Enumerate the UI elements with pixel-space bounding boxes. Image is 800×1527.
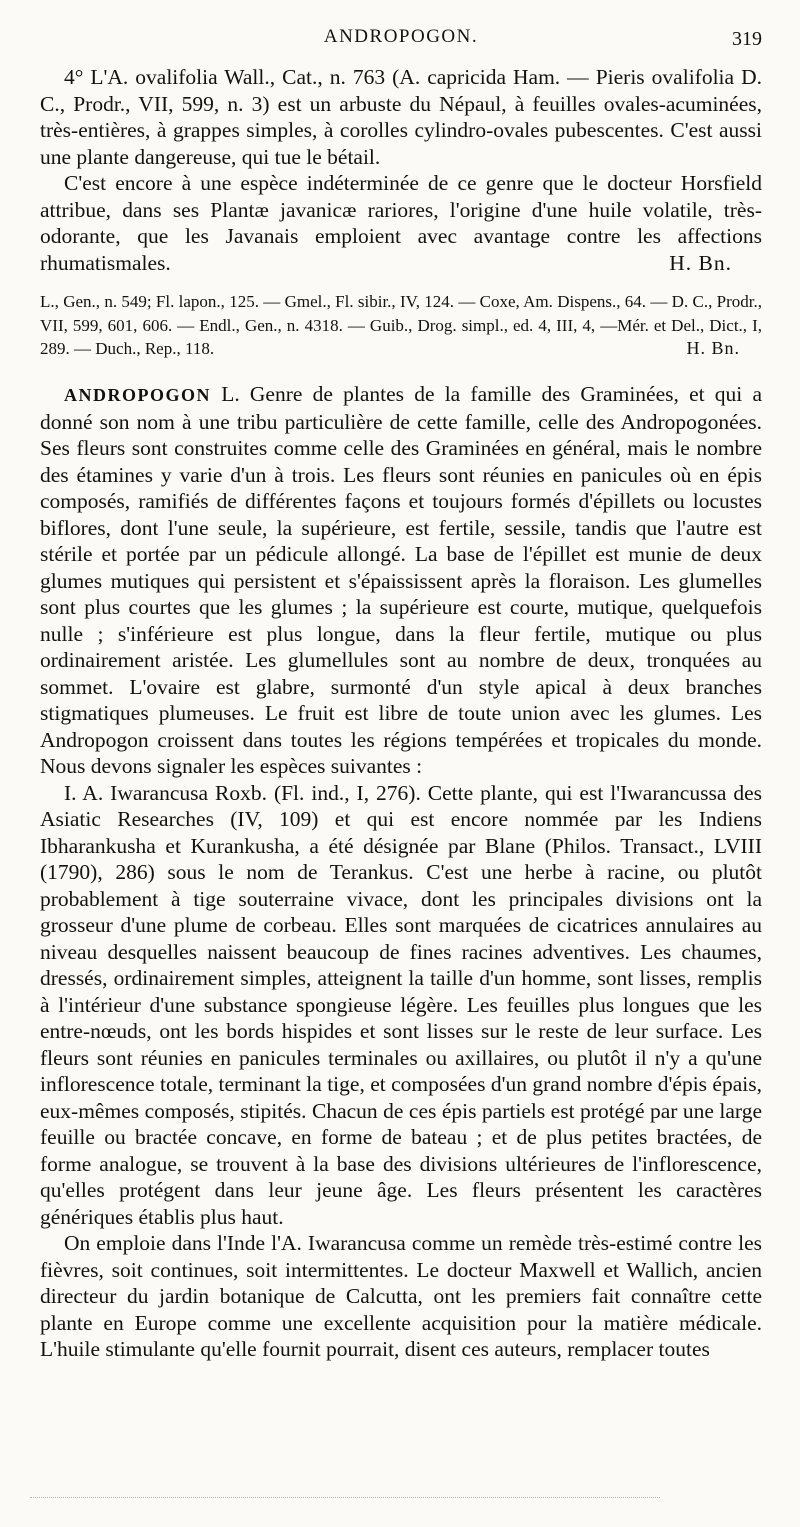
paragraph-iwarancusa: I. A. Iwarancusa Roxb. (Fl. ind., I, 276). Cette plante, qui est l'Iwarancussa des Asiatic Researches (IV, 109) et qui est encore nommée par les Indiens Ibharankusha et Kurankusha, a été désignée par Blane (Philos. Transact., LVIII (1790), 286) sous le nom de Terankus. C'est une herbe à racine, ou plutôt probablement à tige souterraine vivace, dont les principales divisions ont la grosseur d'une plume de corbeau. Elles sont marquées de cicatrices annulaires au niveau desquelles naissent beaucoup de fines racines adventives. Les chaumes, dressés, ordinairement simples, atteignent la taille d'un homme, sont lisses, remplis à l'intérieur d'une substance spongieuse légère. Les feuilles plus longues que les entre-nœuds, ont les bords hispides et sont lisses sur le reste de leur surface. Les fleurs sont réunies en panicules terminales ou axillaires, ou plutôt il n'y a qu'une inflorescence totale, terminant la tige, et composées d'un grand nombre d'épis épais, eux-mêmes composés, stipités. Chacun de ces épis partiels est protégé par une large feuille ou bractée concave, en forme de bateau ; et de plus petites bractées, de forme analogue, se trouvent à la base des divisions ultérieures de l'inflorescence, qu'elles protégent dans leur jeune âge. Les fleurs présentent les caractères génériques établis plus haut. [40, 780, 762, 1229]
paragraph-ovalifolia: 4° L'A. ovalifolia Wall., Cat., n. 763 (A. capricida Ham. — Pieris ovalifolia D. C., Prodr., VII, 599, n. 3) est un arbuste du Népaul, à feuilles ovales-acuminées, très-entières, à grappes simples, à corolles cylindro-ovales pubescentes. C'est aussi une plante dangereuse, qui tue le bétail. [40, 65, 762, 169]
entry-continuation [40, 64, 762, 361]
running-head: ANDROPOGON. [323, 26, 479, 47]
author-signature: H. Bn. [669, 250, 732, 275]
paragraph-genus [40, 381, 762, 780]
article-andropogon [40, 381, 762, 1363]
references-signature: H. Bn. [686, 338, 740, 358]
paragraph-horsfield [40, 170, 762, 276]
references-text: L., Gen., n. 549; Fl. lapon., 125. — Gmel., Fl. sibir., IV, 124. — Coxe, Am. Dispens., 64. — D. C., Prodr., VII, 599, 601, 606. — Endl., Gen., n. 4318. — Guib., Drog. simpl., ed. 4, III, 4, —Mér. et Del., Dict., I, 289. — Duch., Rep., 118. [40, 292, 762, 358]
paragraph-medical-use: On emploie dans l'Inde l'A. Iwarancusa comme un remède très-estimé contre les fièvres, soit continues, soit intermittentes. Le docteur Maxwell et Wallich, ancien directeur du jardin botanique de Calcutta, ont les premiers fait connaître cette plante en Europe comme une excellente acquisition pour la matière médicale. L'huile stimulante qu'elle fournit pourrait, disent ces auteurs, remplacer toutes [40, 1231, 762, 1361]
genus-description: L. Genre de plantes de la famille des Graminées, et qui a donné son nom à une tribu particulière de cette famille, celle des Andropogonées. Ses fleurs sont construites comme celle des Graminées en général, mais le nombre des étamines y varie d'un à trois. Les fleurs sont réunies en panicules où en épis composés, ramifiés de différentes façons et toujours formés d'épillets ou locustes biflores, dont l'une seule, la supérieure, est fertile, sessile, tandis que l'autre est stérile et portée par un pédicule allongé. La base de l'épillet est munie de deux glumes mutiques qui persistent et s'épaississent après la floraison. Les glumelles sont plus courtes que les glumes ; la supérieure est courte, mutique, quelquefois nulle ; s'inférieure est plus longue, dans la fleur fertile, mutique ou plus ordinairement aristée. Les glumellules sont au nombre de deux, tronquées au sommet. L'ovaire est glabre, surmonté d'un style apical à deux branches stigmatiques plumeuses. Le fruit est libre de toute union avec les glumes. Les Andropogon croissent dans toutes les régions tempérées et tropicales du monde. Nous devons signaler les espèces suivantes : [40, 382, 762, 778]
bottom-margin-rule [30, 1497, 660, 1500]
page-number: 319 [732, 28, 762, 50]
references [40, 290, 762, 361]
paragraph-text: C'est encore à une espèce indéterminée de ce genre que le docteur Horsfield attribue, dans ses Plantæ javanicæ rariores, l'origine d'une huile volatile, très-odorante, que les Javanais emploient avec avantage contre les affections rhumatismales. [40, 171, 762, 275]
headword: ANDROPOGON [64, 385, 211, 405]
page-header [40, 26, 762, 62]
